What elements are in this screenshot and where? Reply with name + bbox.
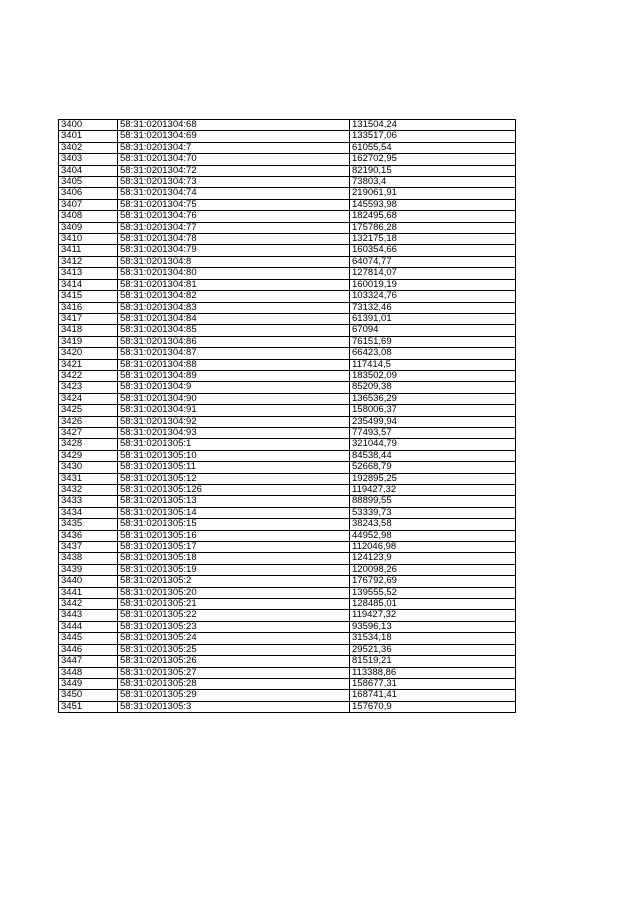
row-number-cell: 3424 (59, 393, 118, 404)
value-cell: 160019,19 (350, 279, 516, 290)
value-cell: 73132,46 (350, 302, 516, 313)
row-number-cell: 3401 (59, 131, 118, 142)
value-cell: 53339,73 (350, 507, 516, 518)
table-row (59, 370, 516, 381)
cadastral-number-cell: 58:31:0201305:28 (118, 678, 350, 689)
value-cell: 119427,32 (350, 485, 516, 496)
value-cell: 182495,68 (350, 211, 516, 222)
cadastral-number-cell: 58:31:0201304:93 (118, 427, 350, 438)
table-row (59, 131, 516, 142)
value-cell: 132175,18 (350, 234, 516, 245)
value-cell: 131504,24 (350, 120, 516, 131)
value-cell: 128485,01 (350, 599, 516, 610)
row-number-cell: 3421 (59, 359, 118, 370)
table-row (59, 496, 516, 507)
table-row (59, 610, 516, 621)
value-cell: 160354,66 (350, 245, 516, 256)
cadastral-number-cell: 58:31:0201305:27 (118, 667, 350, 678)
cadastral-number-cell: 58:31:0201305:23 (118, 621, 350, 632)
row-number-cell: 3420 (59, 348, 118, 359)
row-number-cell: 3442 (59, 599, 118, 610)
table-row (59, 667, 516, 678)
cadastral-number-cell: 58:31:0201304:69 (118, 131, 350, 142)
row-number-cell: 3440 (59, 576, 118, 587)
value-cell: 133517,06 (350, 131, 516, 142)
cadastral-number-cell: 58:31:0201304:78 (118, 234, 350, 245)
table-row (59, 473, 516, 484)
value-cell: 64074,77 (350, 256, 516, 267)
value-cell: 183502,09 (350, 370, 516, 381)
table-row (59, 690, 516, 701)
row-number-cell: 3402 (59, 142, 118, 153)
table-row (59, 165, 516, 176)
cadastral-number-cell: 58:31:0201305:22 (118, 610, 350, 621)
value-cell: 44952,98 (350, 530, 516, 541)
table-row (59, 336, 516, 347)
value-cell: 176792,69 (350, 576, 516, 587)
cadastral-number-cell: 58:31:0201304:7 (118, 142, 350, 153)
row-number-cell: 3427 (59, 427, 118, 438)
value-cell: 168741,41 (350, 690, 516, 701)
table-row (59, 416, 516, 427)
row-number-cell: 3429 (59, 450, 118, 461)
cadastral-number-cell: 58:31:0201304:80 (118, 268, 350, 279)
cadastral-number-cell: 58:31:0201304:85 (118, 325, 350, 336)
row-number-cell: 3438 (59, 553, 118, 564)
value-cell: 162702,95 (350, 154, 516, 165)
value-cell: 103324,76 (350, 291, 516, 302)
row-number-cell: 3417 (59, 313, 118, 324)
row-number-cell: 3428 (59, 439, 118, 450)
table-row (59, 268, 516, 279)
row-number-cell: 3414 (59, 279, 118, 290)
cadastral-number-cell: 58:31:0201304:77 (118, 222, 350, 233)
cadastral-number-cell: 58:31:0201305:15 (118, 519, 350, 530)
cadastral-number-cell: 58:31:0201304:70 (118, 154, 350, 165)
row-number-cell: 3403 (59, 154, 118, 165)
cadastral-number-cell: 58:31:0201305:29 (118, 690, 350, 701)
row-number-cell: 3409 (59, 222, 118, 233)
value-cell: 52668,79 (350, 462, 516, 473)
value-cell: 139555,52 (350, 587, 516, 598)
cadastral-number-cell: 58:31:0201304:8 (118, 256, 350, 267)
value-cell: 127814,07 (350, 268, 516, 279)
table-row (59, 701, 516, 712)
cadastral-number-cell: 58:31:0201304:79 (118, 245, 350, 256)
row-number-cell: 3405 (59, 177, 118, 188)
cadastral-number-cell: 58:31:0201305:10 (118, 450, 350, 461)
value-cell: 31534,18 (350, 633, 516, 644)
cadastral-number-cell: 58:31:0201305:26 (118, 656, 350, 667)
row-number-cell: 3410 (59, 234, 118, 245)
row-number-cell: 3449 (59, 678, 118, 689)
value-cell: 66423,08 (350, 348, 516, 359)
value-cell: 73803,4 (350, 177, 516, 188)
row-number-cell: 3441 (59, 587, 118, 598)
data-table (58, 119, 516, 713)
row-number-cell: 3433 (59, 496, 118, 507)
row-number-cell: 3422 (59, 370, 118, 381)
cadastral-number-cell: 58:31:0201304:81 (118, 279, 350, 290)
value-cell: 81519,21 (350, 656, 516, 667)
table-row (59, 553, 516, 564)
value-cell: 38243,58 (350, 519, 516, 530)
value-cell: 77493,57 (350, 427, 516, 438)
table-row (59, 633, 516, 644)
row-number-cell: 3430 (59, 462, 118, 473)
row-number-cell: 3445 (59, 633, 118, 644)
cadastral-number-cell: 58:31:0201305:16 (118, 530, 350, 541)
value-cell: 219061,91 (350, 188, 516, 199)
cadastral-number-cell: 58:31:0201304:91 (118, 405, 350, 416)
row-number-cell: 3418 (59, 325, 118, 336)
row-number-cell: 3432 (59, 485, 118, 496)
cadastral-number-cell: 58:31:0201305:1 (118, 439, 350, 450)
value-cell: 67094 (350, 325, 516, 336)
table-row (59, 256, 516, 267)
value-cell: 113388,86 (350, 667, 516, 678)
cadastral-number-cell: 58:31:0201305:19 (118, 564, 350, 575)
table-row (59, 450, 516, 461)
cadastral-number-cell: 58:31:0201305:12 (118, 473, 350, 484)
table-row (59, 222, 516, 233)
cadastral-number-cell: 58:31:0201304:88 (118, 359, 350, 370)
row-number-cell: 3439 (59, 564, 118, 575)
table-row (59, 507, 516, 518)
row-number-cell: 3436 (59, 530, 118, 541)
value-cell: 82190,15 (350, 165, 516, 176)
table-row (59, 177, 516, 188)
row-number-cell: 3407 (59, 199, 118, 210)
row-number-cell: 3419 (59, 336, 118, 347)
cadastral-number-cell: 58:31:0201305:2 (118, 576, 350, 587)
row-number-cell: 3437 (59, 542, 118, 553)
row-number-cell: 3400 (59, 120, 118, 131)
cadastral-number-cell: 58:31:0201305:126 (118, 485, 350, 496)
table-row (59, 211, 516, 222)
table-row (59, 302, 516, 313)
cadastral-number-cell: 58:31:0201304:86 (118, 336, 350, 347)
row-number-cell: 3411 (59, 245, 118, 256)
cadastral-number-cell: 58:31:0201305:3 (118, 701, 350, 712)
table-row (59, 382, 516, 393)
table-row (59, 291, 516, 302)
table-row (59, 439, 516, 450)
table-row (59, 485, 516, 496)
value-cell: 124123,9 (350, 553, 516, 564)
row-number-cell: 3451 (59, 701, 118, 712)
cadastral-number-cell: 58:31:0201305:25 (118, 644, 350, 655)
value-cell: 235499,94 (350, 416, 516, 427)
table-row (59, 519, 516, 530)
cadastral-number-cell: 58:31:0201304:87 (118, 348, 350, 359)
table-row (59, 542, 516, 553)
cadastral-number-cell: 58:31:0201305:14 (118, 507, 350, 518)
cadastral-number-cell: 58:31:0201305:17 (118, 542, 350, 553)
table-row (59, 279, 516, 290)
value-cell: 84538,44 (350, 450, 516, 461)
table-row (59, 644, 516, 655)
row-number-cell: 3423 (59, 382, 118, 393)
value-cell: 158006,37 (350, 405, 516, 416)
table-row (59, 621, 516, 632)
value-cell: 76151,69 (350, 336, 516, 347)
value-cell: 88899,55 (350, 496, 516, 507)
cadastral-number-cell: 58:31:0201304:92 (118, 416, 350, 427)
row-number-cell: 3412 (59, 256, 118, 267)
value-cell: 112046,98 (350, 542, 516, 553)
value-cell: 145593,98 (350, 199, 516, 210)
cadastral-number-cell: 58:31:0201304:82 (118, 291, 350, 302)
value-cell: 120098,26 (350, 564, 516, 575)
table-row (59, 564, 516, 575)
table-row (59, 576, 516, 587)
cadastral-number-cell: 58:31:0201304:90 (118, 393, 350, 404)
row-number-cell: 3434 (59, 507, 118, 518)
cadastral-number-cell: 58:31:0201304:68 (118, 120, 350, 131)
table-row (59, 530, 516, 541)
cadastral-number-cell: 58:31:0201305:20 (118, 587, 350, 598)
value-cell: 175786,28 (350, 222, 516, 233)
table-row (59, 120, 516, 131)
row-number-cell: 3435 (59, 519, 118, 530)
table-row (59, 348, 516, 359)
cadastral-number-cell: 58:31:0201305:13 (118, 496, 350, 507)
value-cell: 85209,38 (350, 382, 516, 393)
cadastral-number-cell: 58:31:0201304:89 (118, 370, 350, 381)
row-number-cell: 3444 (59, 621, 118, 632)
row-number-cell: 3426 (59, 416, 118, 427)
row-number-cell: 3443 (59, 610, 118, 621)
value-cell: 192895,25 (350, 473, 516, 484)
table-row (59, 245, 516, 256)
row-number-cell: 3413 (59, 268, 118, 279)
cadastral-number-cell: 58:31:0201305:18 (118, 553, 350, 564)
row-number-cell: 3404 (59, 165, 118, 176)
value-cell: 117414,5 (350, 359, 516, 370)
row-number-cell: 3406 (59, 188, 118, 199)
cadastral-number-cell: 58:31:0201305:24 (118, 633, 350, 644)
table-row (59, 154, 516, 165)
cadastral-number-cell: 58:31:0201304:75 (118, 199, 350, 210)
table-row (59, 393, 516, 404)
row-number-cell: 3415 (59, 291, 118, 302)
row-number-cell: 3447 (59, 656, 118, 667)
cadastral-number-cell: 58:31:0201305:21 (118, 599, 350, 610)
row-number-cell: 3450 (59, 690, 118, 701)
value-cell: 93596,13 (350, 621, 516, 632)
cadastral-number-cell: 58:31:0201304:9 (118, 382, 350, 393)
table-row (59, 599, 516, 610)
cadastral-number-cell: 58:31:0201304:73 (118, 177, 350, 188)
table-row (59, 199, 516, 210)
table-row (59, 313, 516, 324)
value-cell: 61055,54 (350, 142, 516, 153)
table-row (59, 359, 516, 370)
table-row (59, 678, 516, 689)
row-number-cell: 3446 (59, 644, 118, 655)
cadastral-number-cell: 58:31:0201304:76 (118, 211, 350, 222)
cadastral-number-cell: 58:31:0201304:83 (118, 302, 350, 313)
table-row (59, 656, 516, 667)
value-cell: 119427,32 (350, 610, 516, 621)
cadastral-number-cell: 58:31:0201304:84 (118, 313, 350, 324)
cadastral-number-cell: 58:31:0201304:72 (118, 165, 350, 176)
table-row (59, 142, 516, 153)
row-number-cell: 3431 (59, 473, 118, 484)
table-row (59, 405, 516, 416)
table-row (59, 234, 516, 245)
row-number-cell: 3448 (59, 667, 118, 678)
row-number-cell: 3416 (59, 302, 118, 313)
cadastral-number-cell: 58:31:0201305:11 (118, 462, 350, 473)
table-row (59, 462, 516, 473)
row-number-cell: 3425 (59, 405, 118, 416)
table-row (59, 587, 516, 598)
row-number-cell: 3408 (59, 211, 118, 222)
table-body (59, 120, 516, 713)
table-row (59, 188, 516, 199)
value-cell: 157670,9 (350, 701, 516, 712)
cadastral-number-cell: 58:31:0201304:74 (118, 188, 350, 199)
value-cell: 61391,01 (350, 313, 516, 324)
value-cell: 29521,36 (350, 644, 516, 655)
table-row (59, 325, 516, 336)
value-cell: 321044,79 (350, 439, 516, 450)
table-row (59, 427, 516, 438)
value-cell: 158677,31 (350, 678, 516, 689)
value-cell: 136536,29 (350, 393, 516, 404)
